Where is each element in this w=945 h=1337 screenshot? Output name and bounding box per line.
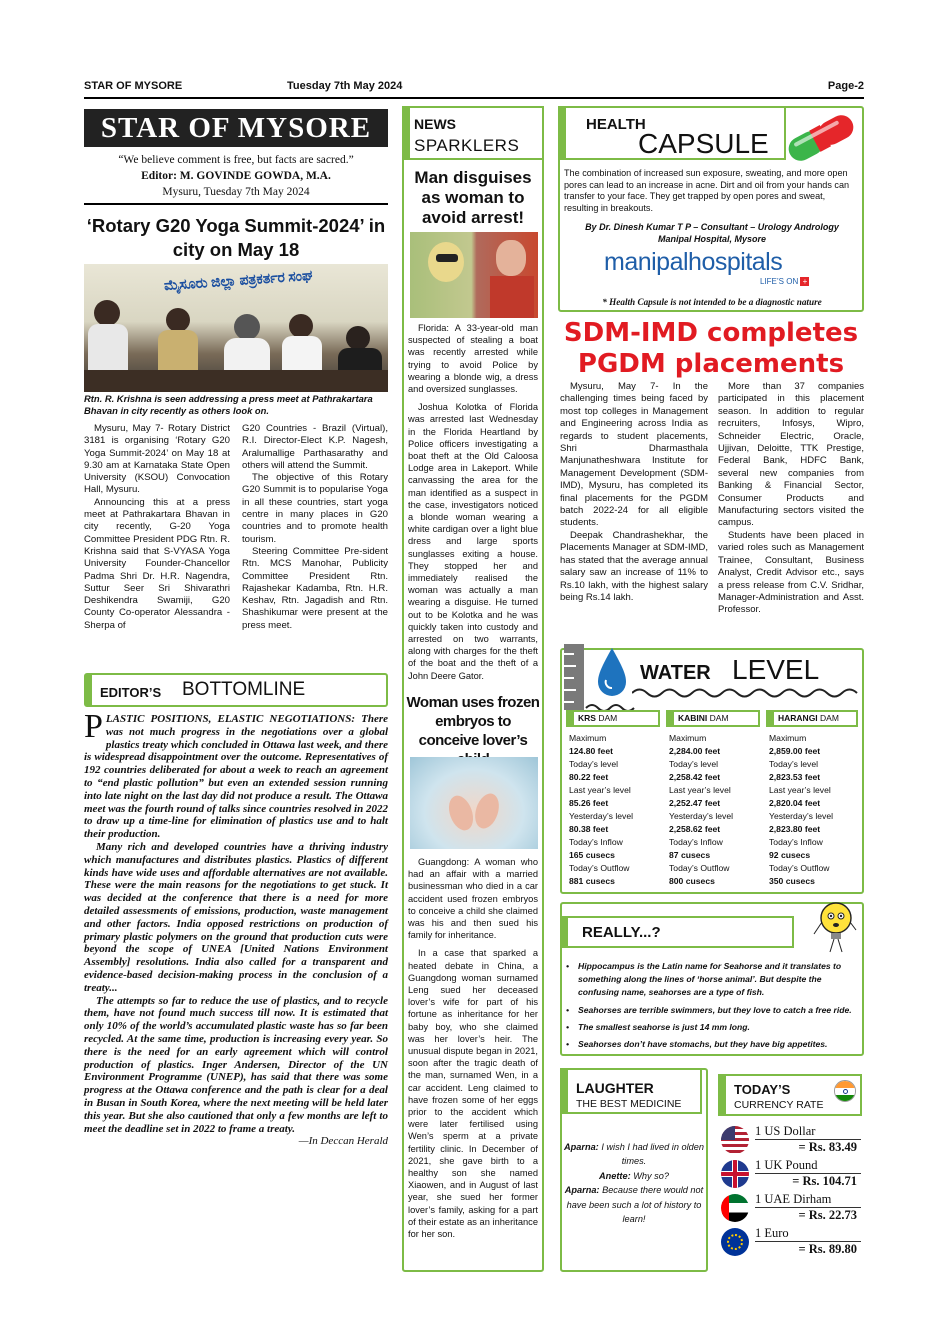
yoga-para: Mysuru, May 7- Rotary District 3181 is organising ‘Rotary G20 Yoga Summit-2024’ on May 18 at 9.30 am at Karnataka State Open University (KSOU) Convocation Hall, Mysuru. [84,423,230,496]
masthead-motto: “We believe comment is free, but facts are sacred.” [118,154,354,166]
news-para: In a case that sparked a heated debate in China, a Guangdong woman surnamed Leng sued her deceased lover’s wife for part of his fortune as inheritance for her baby boy, who she claimed was her lover’s heir. The unusual dispute began in 2021, soon after the tragic death of the man, surnamed Wen, in a car accident. Leng claimed to have frozen some of her eggs prior to the accident which were later fertilised using Wen’s sperm at a private fertility clinic. In December of 2021, she gave birth to a healthy son she named Xiaowen, and in August of last year, she sued her former lover’s family, asking for a part of their estate as an inheritance for her son. [408,948,538,1240]
currency-name: 1 US Dollar [755,1124,816,1138]
sunglasses [436,254,458,262]
reading-value: 2,252.47 feet [669,798,721,808]
news-story2-baby-feet-photo [410,757,538,849]
mugshot-face [496,240,526,276]
currency-tag [718,1074,862,1116]
reading-label: Today’s Inflow [569,837,623,847]
fact-item: • Hippocampus is the Latin name for Seahorse and it translates to something along the lines of ‘horse animal’. But despite the confusing name, seahorses are a type of fish. [566,960,858,1000]
reading-label: Maximum [769,733,807,743]
editorial-para: Many rich and developed countries have a thriving industry which manufactures and distributes plastics. Plastics of different kinds have wide uses and affordable alternatives are not available. These were the main reasons for the negotiations to get stuck. It was decided at the conference that there is a need for more detailed assessments of emissions, production, waste management and other factors. India opposed restrictions on production of primary plastic polymers on the ground that production cuts were beyond the scope of UNEA [United Nations Environment Assembly] resolutions. India also called for a transparent and evidence-based decision-making process in the conclusion of a treaty... [84,840,388,994]
reading-value: 2,859.00 feet [769,746,821,756]
dam-krs [566,710,660,888]
water-wave-icon [632,686,862,700]
yoga-col-2 [242,423,388,632]
masthead-title: STAR OF MYSORE [84,109,388,147]
joke-line: Why so? [633,1170,669,1181]
joke-speaker: Anette: [599,1170,631,1181]
dam-harangi [766,710,858,888]
editorial-tag-light: BOTTOMLINE [182,679,306,700]
reading-value: 2,823.80 feet [769,824,821,834]
reading-value: 80.22 feet [569,772,609,782]
laughter-tag [560,1068,702,1114]
editorial-body [84,708,388,1148]
photo-banner-text: ಮೈಸೂರು ಜಿಲ್ಲಾ ಪತ್ರಕರ್ತರ ಸಂಘ [163,268,313,295]
reading-label: Today’s level [769,759,819,769]
uk-flag-icon [721,1160,749,1188]
news-tag-bold: NEWS [414,116,456,132]
fact-item: • Seahorses don’t have stomachs, but they have big appetites. [566,1038,858,1051]
really-facts-list [566,960,858,1055]
manipal-logo: manipalhospitals [604,248,783,276]
reading-value: 2,284.00 feet [669,746,721,756]
dam-readings [766,732,858,888]
dam-readings [666,732,760,888]
dam-code: HARANGI [778,713,818,723]
dam-kabini [666,710,760,888]
currency-name: 1 Euro [755,1226,789,1240]
sdm-col-1 [560,381,708,604]
page-header [84,80,864,96]
currency-title: TODAY’S [734,1082,791,1097]
sdm-col-2 [718,381,864,617]
manipal-tagline-text: LIFE’S ON [760,277,799,286]
really-tag [560,916,794,948]
reading-value: 165 cusecs [569,850,615,860]
person-5 [346,326,370,350]
dam-suffix: DAM [820,713,839,723]
news-tag-light: SPARKLERS [414,136,520,155]
news-story1-body [408,322,538,682]
reading-value: 87 cusecs [669,850,711,860]
lightbulb-character-icon [812,900,858,954]
joke-line: Because there would not have been such a lot of history to learn! [566,1185,704,1225]
header-page-number: Page-2 [827,80,864,92]
uae-flag-icon [721,1194,749,1222]
yoga-para: Steering Committee Pre-sident Rtn. MCS Manohar, Publicity Committee President Rtn. Rajashekar Kadamba, Rtn. H.R. Keshav, Rtn. Jagadish and Rtn. Shashikumar were present at the press meet. [242,545,388,631]
news-tag [402,106,544,160]
editorial-para: LASTIC POSITIONS, ELASTIC NEGOTIATIONS: There was not much progress in the negotiations over a global plastics treaty which concluded in Ottawa last week, and there is widespread disappointment over the outcome. Representatives of 192 countries deliberated for about a week to reach an agreement to “end plastic pollution” but even an extended session running into late night on the last day did not produce a result. The Ottawa meet was the fourth round of talks since countries resolved in 2022 to draw up a time-line for elimination of plastics use and to halt their production. [84,713,388,841]
currency-rate: = Rs. 89.80 [798,1242,857,1256]
masthead-editor: Editor: M. GOVINDE GOWDA, M.A. [141,170,331,182]
news-story2-headline: Woman uses frozen embryos to conceive lover’s [406,694,540,749]
reading-label: Maximum [669,733,707,743]
currency-name: 1 UK Pound [755,1158,818,1172]
currency-rate: = Rs. 83.49 [798,1140,857,1154]
water-drop-gauge-icon [562,640,638,716]
dam-code: KRS [578,713,596,723]
health-tag [558,106,786,160]
laughter-joke [564,1140,704,1226]
person-3 [234,314,260,340]
editorial-tag-bold: EDITOR’S [100,685,162,700]
reading-label: Maximum [569,733,607,743]
water-title-bold: WATER [640,662,711,684]
header-paper-name: STAR OF MYSORE [84,80,183,92]
dam-suffix: DAM [709,713,729,723]
health-tag-light: CAPSULE [638,128,769,159]
reading-label: Today’s level [569,759,619,769]
reading-label: Today’s Inflow [769,837,823,847]
reading-value: 881 cusecs [569,876,615,886]
reading-label: Today’s Outflow [569,863,630,873]
yoga-para: The objective of this Rotary G20 Summit is to popularise Yoga in all these countries, start yoga centre in many places in G20 countries and to promote health tourism. [242,472,388,545]
laughter-subtitle: THE BEST MEDICINE [576,1098,682,1110]
reading-label: Yesterday’s level [569,811,634,821]
reading-value: 85.26 feet [569,798,609,808]
editorial-dropcap: P [84,708,103,745]
mugshot-body [490,276,534,318]
yoga-press-meet-photo [84,264,388,392]
joke-speaker: Aparna: [564,1142,599,1152]
capsule-pill-icon [780,112,862,164]
reading-label: Today’s Inflow [669,837,723,847]
reading-value: 92 cusecs [769,850,811,860]
news-para: Guangdong: A woman who had an affair with a married businessman who died in a car accident used frozen embryos to conceive a child she claimed was his and then sued his family for inheritance. [408,857,538,941]
reading-label: Last year’s level [669,785,731,795]
joke-speaker: Aparna: [564,1185,600,1196]
reading-value: 80.38 feet [569,824,609,834]
currency-row-usd [721,1124,861,1156]
reading-value: 2,823.53 feet [769,772,821,782]
yoga-headline: ‘Rotary G20 Yoga Summit-2024’ in city on May 18 [86,215,386,260]
dam-suffix: DAM [598,713,618,723]
header-rule [84,97,864,99]
news-story1-headline: Man disguises as woman to avoid arrest! [414,168,532,227]
reading-value: 350 cusecs [769,876,815,886]
reading-value: 124.80 feet [569,746,613,756]
reading-value: 2,258.62 feet [669,824,721,834]
india-flag-icon [834,1080,856,1102]
really-title: REALLY...? [582,924,661,941]
reading-label: Today’s level [669,759,719,769]
currency-subtitle: CURRENCY RATE [734,1099,824,1111]
baby-foot [471,790,503,831]
person-1 [94,300,120,326]
reading-label: Yesterday’s level [769,811,834,821]
reading-value: 800 cusecs [669,876,715,886]
yoga-para: G20 Countries - Brazil (Virtual), R.I. Director-Elect K.P. Nagesh, Aralumallige Parthasarathy and others will attend the Summit. [242,423,388,471]
reading-label: Today’s Outflow [769,863,830,873]
dam-code: KABINI [678,713,708,723]
news-para: Florida: A 33-year-old man suspected of stealing a boat was recently arrested while trying to avoid Police by wearing a blonde wig, a dress and oversized sunglasses. [408,323,538,395]
us-flag-icon [721,1126,749,1154]
yoga-col-1 [84,423,230,632]
editorial-source: —In Deccan Herald [298,1135,388,1148]
blonde-wig [428,242,464,282]
currency-name: 1 UAE Dirham [755,1192,832,1206]
editorial-tag [84,673,388,707]
health-tag-bold: HEALTH [586,116,646,133]
press-table [84,370,388,392]
reading-label: Today’s Outflow [669,863,730,873]
sdm-para: More than 37 companies participated in this placement season. In addition to regular recruiters, Infosys, Wipro, Schneider Electric, Oracle, Ujjivan, Deloitte, TTK Prestige, Federal Bank, HDFC Bank, several new companies from Banking & Financial Sector, Consumer Products and Manufacturing sectors visited the campus. [718,381,864,529]
health-disclaimer: * Health Capsule is not intended to be a diagnostic nature [602,297,822,307]
person-4 [289,314,313,338]
reading-label: Last year’s level [769,785,831,795]
sdm-para: Deepak Chandrashekhar, the Placements Manager at SDM-IMD, has stated that the average annual salary saw an increase of 11% to Rs.10 lakh, with the highest salary being Rs.14 lakh. [560,529,708,603]
yoga-photo-caption: Rtn. R. Krishna is seen addressing a press meet at Pathrakartara Bhavan in city recently as others look on. [84,393,373,416]
currency-row-gbp [721,1158,861,1190]
currency-rate: = Rs. 104.71 [792,1174,857,1188]
yoga-para: Announcing this at a press meet at Pathrakartara Bhavan in city recently, G-20 Yoga Committee President PDG Rtn. R. Krishna said that S-VYASA Yoga University Founder-Chancellor Padma Shri Dr. H.R. Nagendra, Suttur Seer Sri Shivarathri Deshikendra Swamiji, G20 County Co-operator Alessandra - Sherpa of [84,496,230,631]
news-story2-body [408,856,538,1240]
fact-item: • The smallest seahorse is just 14 mm long. [566,1021,858,1034]
reading-value: 2,258.42 feet [669,772,721,782]
masthead-dateline: Mysuru, Tuesday 7th May 2024 [162,186,310,198]
health-text: The combination of increased sun exposure, sweating, and more open pores can lead to an increase in acne. Dirt and oil from your hands can transfer to your face. They get trapped by open pores and sweat, resulting in breakouts. [564,168,850,213]
reading-label: Yesterday’s level [669,811,734,821]
dam-readings [566,732,660,888]
person-2 [166,308,190,332]
health-byline: By Dr. Dinesh Kumar T P – Consultant – Urology Andrology Manipal Hospital, Mysore [585,222,839,244]
reading-value: 2,820.04 feet [769,798,821,808]
editorial-para: The attempts so far to reduce the use of plastics, and to recycle them, have not found much success till now. It is estimated that only 10% of the world’s accumulated plastic waste has so far been recycled. At the same time, production is increasing every year. So there is the need for an early agreement which will control production of plastics. Inger Andersen, Director of the UN Environment Programme (UNEP), has said that there was some progress at the Ottawa conference and the path is clear for a deal in Busan in South Korea, where the next meeting will be held later this year. But she also cautioned that only a few months are left to meet the deadline set in 2022 to frame a treaty. [84,994,388,1135]
sdm-para: Mysuru, May 7- In the challenging times being faced by most top colleges in Management and Engineering across India as regards to student placements, Shri Dharmasthala Manjunatheshwara Institute for Management Development (SDM-IMD), Mysuru, has completed its final placements for the PGDM batch 2022-24 for all eligible students. [560,381,708,529]
water-title-light: LEVEL [732,654,820,685]
manipal-logo-tagline [760,277,809,286]
masthead-info [84,152,388,200]
sdm-para: Students have been placed in varied roles such as Management Trainee, Consultant, Business Analyst, Credit Advisor etc., says a press release from C.V. Sridhar, Manager-Administration and Asst. Professor. [718,529,864,616]
eu-flag-icon [721,1228,749,1256]
joke-line: I wish I had lived in olden times. [601,1142,704,1167]
fact-item: • Seahorses are terrible swimmers, but they love to catch a free ride. [566,1004,858,1017]
sdm-headline: SDM-IMD completes PGDM placements [563,318,859,379]
plus-icon: + [800,277,809,286]
baby-foot [445,792,478,833]
news-para: Joshua Kolotka of Florida was arrested last Wednesday in the Florida Heartland by Police officers investigating a boat theft at the Old Caloosa Lodge area in Lakeport. While canvassing the area for the man identified as a suspect in the case, investigators noticed a blonde woman wearing a white cardigan over a light blue dress and large sports sunglasses exiting a house. They stopped her and immediately realised the woman was actually a man wearing a disguise. He turned out to be Kolotka and he was quickly taken into custody and arrested on two warrants, along with charges for the theft of the boat and the theft of a John Deere Gator. [408,402,538,681]
currency-row-eur [721,1226,861,1258]
news-story1-photo [410,232,538,318]
header-date: Tuesday 7th May 2024 [287,80,403,92]
reading-label: Last year’s level [569,785,631,795]
currency-row-aed [721,1192,861,1224]
masthead-rule [84,203,388,205]
laughter-title: LAUGHTER [576,1080,654,1096]
currency-rate: = Rs. 22.73 [798,1208,857,1222]
